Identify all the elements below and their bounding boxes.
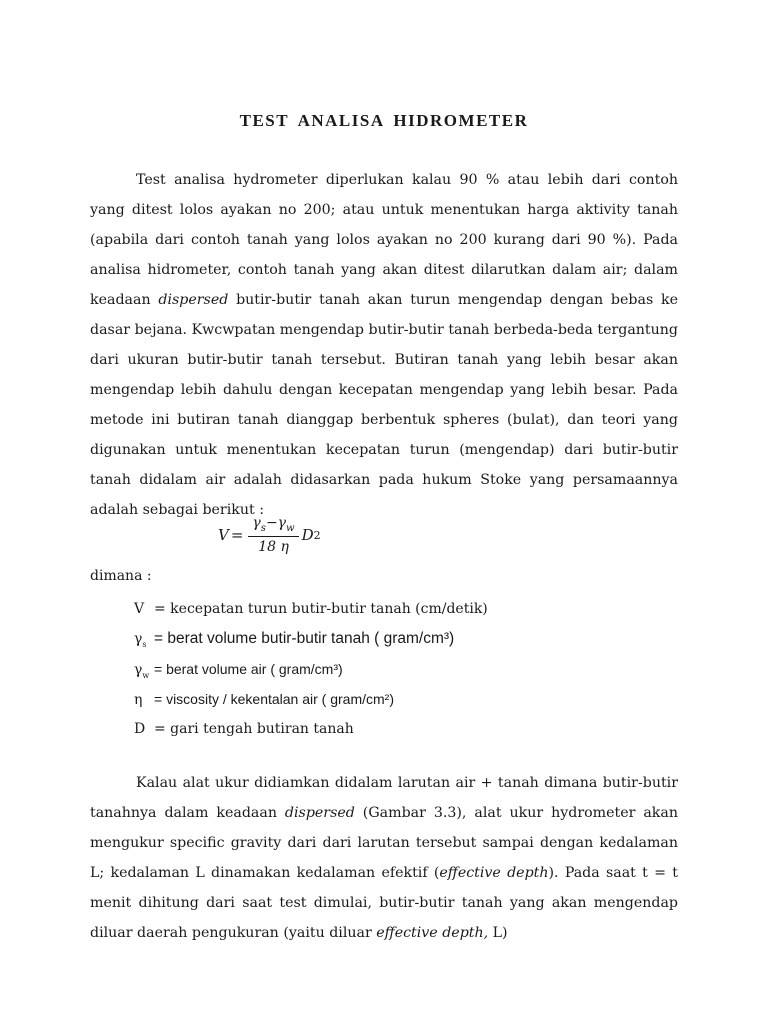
paragraph-hydrometer-text-4: L) bbox=[488, 925, 508, 941]
paragraph-hydrometer-emphasis-1: dispersed bbox=[284, 805, 355, 821]
definition-symbol: $\gamma_s$ bbox=[134, 631, 147, 649]
formula-minus: − bbox=[265, 515, 278, 532]
definition-text: = berat volume butir-butir tanah ( gram/cm³) bbox=[154, 630, 455, 647]
dimana-label: dimana : bbox=[90, 568, 152, 584]
definition-item bbox=[134, 654, 694, 684]
paragraph-hydrometer-emphasis-3: effective depth, bbox=[376, 925, 489, 941]
definition-item bbox=[134, 624, 694, 654]
formula-numerator bbox=[248, 515, 298, 537]
paragraph-intro-emphasis: dispersed bbox=[158, 292, 229, 308]
formula-equals: = bbox=[230, 526, 244, 544]
paragraph-hydrometer-emphasis-2: effective depth bbox=[439, 865, 549, 881]
paragraph-intro-text-2: butir-butir tanah akan turun mengendap dengan bebas ke dasar bejana. Kwcwpatan mengendap butir-butir tanah berbeda-beda tergantung dari ukuran butir-butir tanah tersebut. Butiran tanah yang lebih besar akan mengendap lebih dahulu dengan kecepatan mengendap yang lebih besar. Pada metode ini butiran tanah dianggap berbentuk spheres (bulat), dan teori yang digunakan untuk menentukan kecepatan turun (mengendap) dari butir-butir tanah didalam air adalah didasarkan pada hukum Stoke yang persamaannya adalah sebagai berikut : bbox=[90, 292, 678, 518]
definition-text: = viscosity / kekentalan air ( gram/cm²) bbox=[154, 691, 395, 707]
definition-symbol: $\gamma_w$ bbox=[134, 662, 150, 680]
definition-symbol: η bbox=[134, 692, 143, 708]
paragraph-hydrometer-text-2: (Gambar 3.3), alat ukur hydrometer akan mengukur specific gravity dari dari larutan tersebut sampai dengan kedalaman L; kedalaman L dinamakan kedalaman efektif ( bbox=[90, 805, 678, 881]
formula-d: D bbox=[301, 526, 314, 544]
definition-item bbox=[134, 714, 694, 744]
paragraph-intro-text-1: Test analisa hydrometer diperlukan kalau 90 % atau lebih dari contoh yang ditest lolos ayakan no 200; atau untuk menentukan harga aktivity tanah (apabila dari contoh tanah yang lolos ayakan no 200 kurang dari 90 %). Pada analisa hidrometer, contoh tanah yang akan ditest dilarutkan dalam air; dalam keadaan bbox=[90, 172, 678, 308]
page-title: TEST ANALISA HIDROMETER bbox=[239, 111, 529, 130]
definition-text: = kecepatan turun butir-butir tanah (cm/detik) bbox=[154, 601, 488, 617]
formula-sub-s: s bbox=[260, 522, 266, 534]
paragraph-hydrometer-text-1: Kalau alat ukur didiamkan didalam larutan air + tanah dimana butir-butir tanahnya dalam keadaan bbox=[90, 775, 678, 821]
definition-symbol: D bbox=[134, 721, 146, 737]
stokes-formula bbox=[218, 510, 321, 560]
formula-denominator: 18 η bbox=[258, 538, 289, 555]
definition-item bbox=[134, 684, 694, 714]
paragraph-hydrometer-text-3: ). Pada saat t = t menit dihitung dari saat test dimulai, butir-butir tanah yang akan mengendap diluar daerah pengukuran (yaitu diluar bbox=[90, 865, 678, 941]
formula-gamma-w: γ bbox=[277, 515, 287, 532]
formula-gamma-s: γ bbox=[252, 515, 261, 532]
definition-text: = gari tengah butiran tanah bbox=[154, 721, 354, 737]
definition-item bbox=[134, 594, 694, 624]
formula-exponent: 2 bbox=[313, 528, 321, 542]
definition-text: = berat volume air ( gram/cm³) bbox=[154, 661, 343, 677]
definition-symbol: V bbox=[134, 601, 145, 617]
definitions-list bbox=[134, 594, 694, 744]
paragraph-intro bbox=[90, 165, 678, 525]
formula-fraction bbox=[248, 515, 298, 555]
formula-lhs: V bbox=[218, 526, 229, 544]
formula-sub-w: w bbox=[286, 522, 295, 534]
paragraph-hydrometer bbox=[90, 768, 678, 948]
